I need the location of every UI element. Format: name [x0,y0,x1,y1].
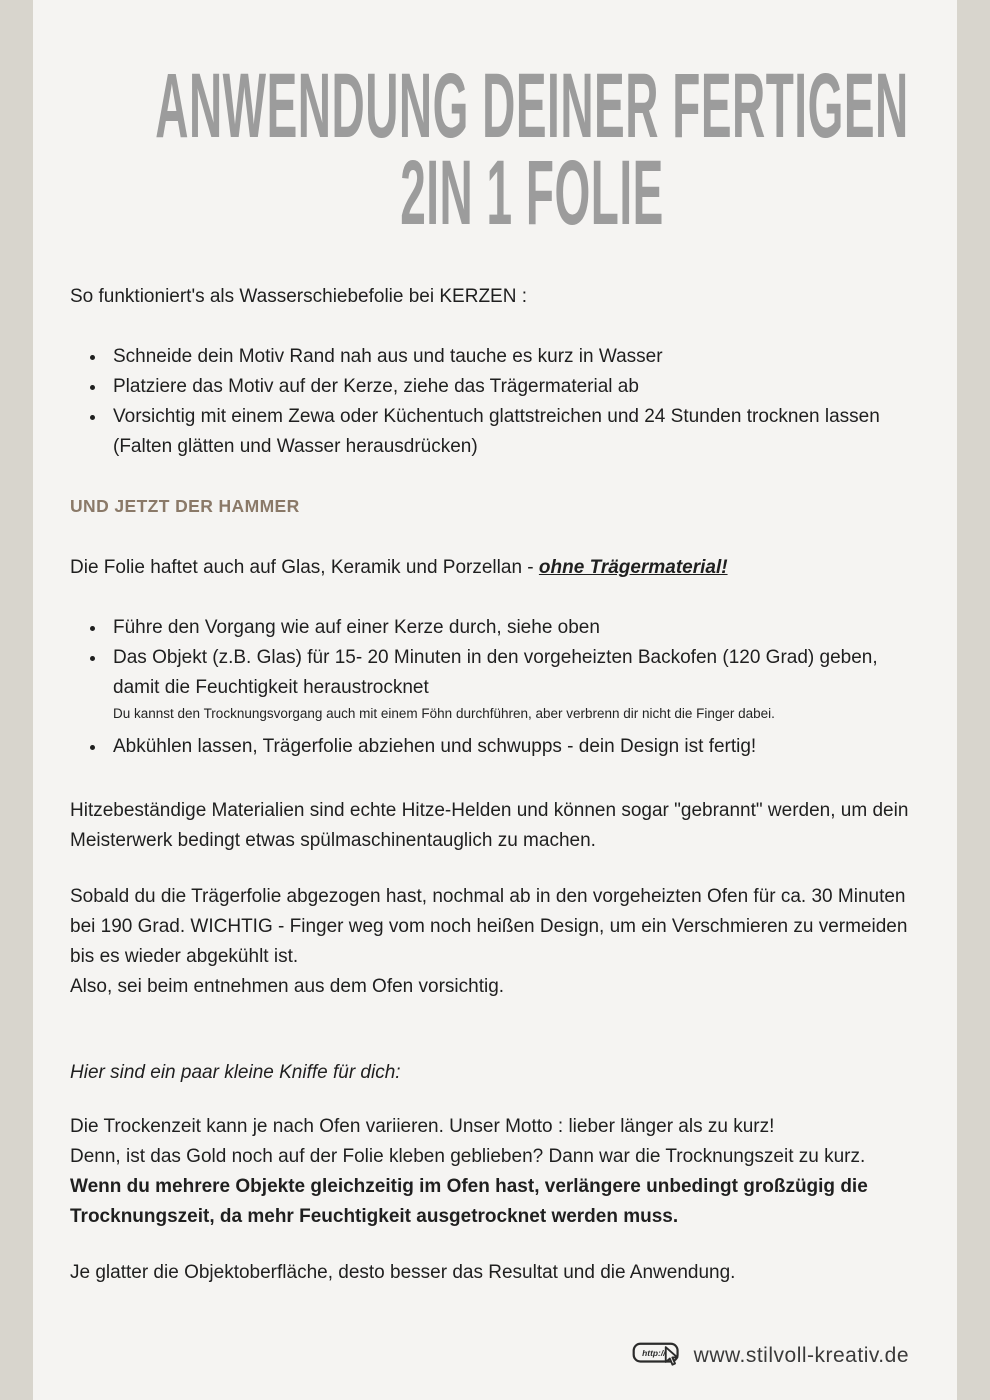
page-title-line-2: 2IN 1 FOLIE [400,141,664,240]
list-item [70,732,921,762]
tip-drying-time: Die Trockenzeit kann je nach Ofen variieren. Unser Motto : lieber länger als zu kurz! [70,1116,775,1137]
bullet-dot [90,385,95,390]
tips-paragraph [70,1112,921,1232]
list-item-text: Platziere das Motiv auf der Kerze, ziehe das Trägermaterial ab [113,376,639,397]
oven-paragraph-main: Sobald du die Trägerfolie abgezogen hast, nochmal ab in den vorgeheizten Ofen für ca. 30 Minuten bei 190 Grad. WICHTIG - Finger weg vom noch heißen Design, um ein Verschmieren zu vermeiden bis es wieder abgekühlt ist. [70,886,908,967]
bullet-dot [90,656,95,661]
document-page [33,0,957,1400]
footer [70,1336,921,1376]
list-item [70,342,921,372]
list-item-text: Schneide dein Motiv Rand nah aus und tauche es kurz in Wasser [113,346,663,367]
page-title [70,0,957,240]
adhesion-emphasis: ohne Trägermaterial! [538,557,728,578]
page-title-line-1: ANWENDUNG DEINER FERTIGEN [155,54,909,158]
list-item [70,402,921,462]
list-item [70,613,921,643]
tips-intro: Hier sind ein paar kleine Kniffe für dich: [70,1062,401,1083]
closing-sentence: Je glatter die Objektoberfläche, desto besser das Resultat und die Anwendung. [70,1262,736,1283]
adhesion-sentence [70,553,921,583]
section-heading: UND JETZT DER HAMMER [70,496,300,516]
tip-gold-residue: Denn, ist das Gold noch auf der Folie kleben geblieben? Dann war die Trocknungszeit zu kurz. [70,1146,866,1167]
browser-link-icon [632,1336,686,1376]
bullet-dot [90,355,95,360]
intro-text: So funktioniert's als Wasserschiebefolie bei KERZEN : [70,286,528,307]
http-label: http:// [641,1348,666,1358]
oven-paragraph-caution: Also, sei beim entnehmen aus dem Ofen vorsichtig. [70,976,505,997]
hairdryer-note: Du kannst den Trocknungsvorgang auch mit einem Föhn durchführen, aber verbrenn dir nicht die Finger dabei. [113,706,775,721]
oven-paragraph [70,882,921,1002]
list-item [70,372,921,402]
list-item-text: Abkühlen lassen, Trägerfolie abziehen und schwupps - dein Design ist fertig! [113,736,757,757]
glass-steps-list [70,613,921,762]
adhesion-prefix: Die Folie haftet auch auf Glas, Keramik und Porzellan - [70,557,539,578]
list-item-text: Vorsichtig mit einem Zewa oder Küchentuch glattstreichen und 24 Stunden trocknen lassen (Falten glätten und Wasser herausdrücken) [113,406,880,457]
bullet-dot [90,745,95,750]
candle-steps-list [70,342,921,462]
list-item-text [113,643,919,732]
list-item [70,643,921,732]
list-item-main-text: Das Objekt (z.B. Glas) für 15- 20 Minuten in den vorgeheizten Backofen (120 Grad) geben, damit die Feuchtigkeit heraustrocknet [113,647,878,698]
website-url[interactable]: www.stilvoll-kreativ.de [693,1344,909,1367]
bullet-dot [90,626,95,631]
heat-resistant-paragraph: Hitzebeständige Materialien sind echte Hitze-Helden und können sogar "gebrannt" werden, um dein Meisterwerk bedingt etwas spülmaschinentauglich zu machen. [70,800,909,851]
list-item-text: Führe den Vorgang wie auf einer Kerze durch, siehe oben [113,617,600,638]
tip-multiple-objects: Wenn du mehrere Objekte gleichzeitig im Ofen hast, verlängere unbedingt großzügig die Trocknungszeit, da mehr Feuchtigkeit ausgetrocknet werden muss. [70,1176,868,1227]
bullet-dot [90,415,95,420]
